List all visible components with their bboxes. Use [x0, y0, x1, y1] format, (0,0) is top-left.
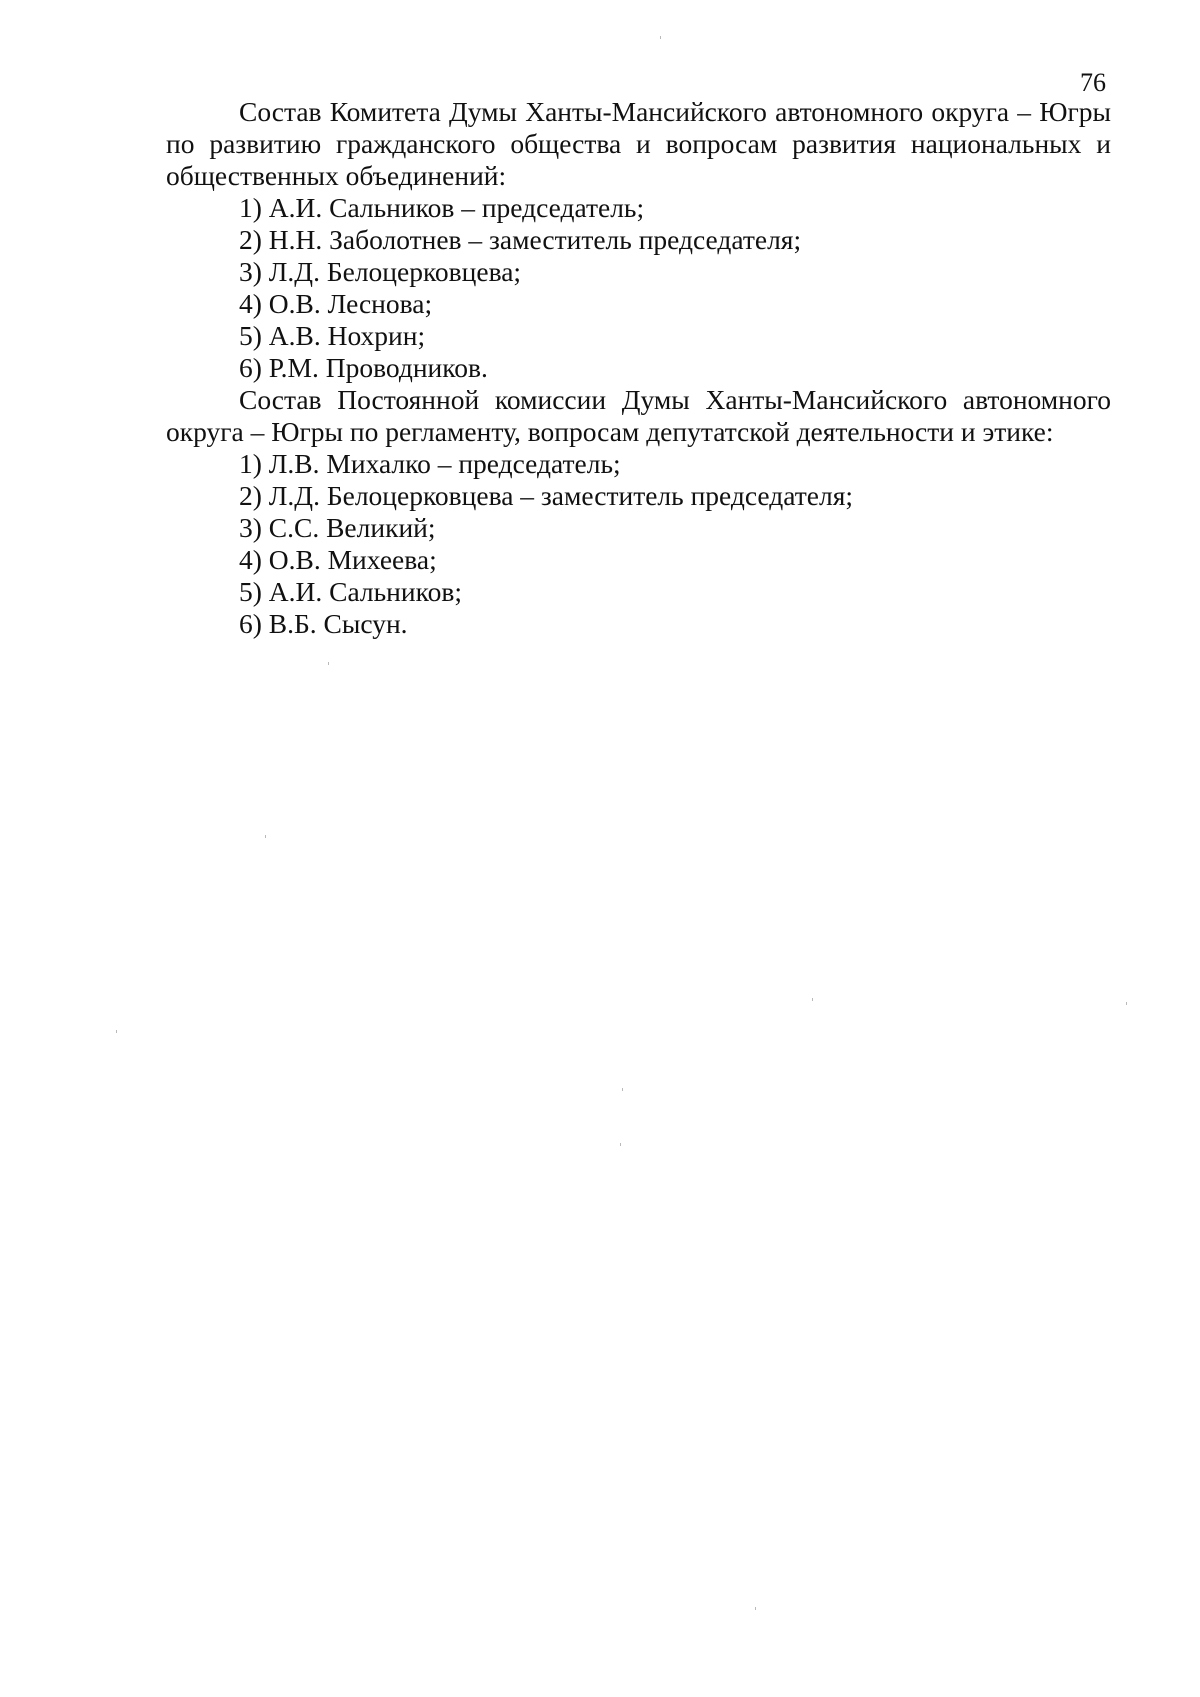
committee-member-list [166, 192, 1111, 384]
commission-member: 5) А.И. Сальников; [239, 576, 462, 607]
scan-speck [755, 1607, 756, 1610]
commission-member: 4) О.В. Михеева; [239, 544, 437, 575]
scan-speck [328, 662, 329, 665]
committee-member: 6) Р.М. Проводников. [239, 352, 488, 383]
committee-member: 4) О.В. Леснова; [239, 288, 433, 319]
document-body [166, 96, 1111, 640]
commission-member: 1) Л.В. Михалко – председатель; [239, 448, 621, 479]
scan-speck [660, 36, 661, 39]
commission-member-list [166, 448, 1111, 640]
committee-member: 1) А.И. Сальников – председатель; [239, 192, 645, 223]
scan-speck [265, 835, 266, 838]
page-number: 76 [1080, 68, 1106, 97]
committee-heading: Состав Комитета Думы Ханты-Мансийского автономного округа – Югры по развитию гражданского общества и вопросам развития национальных и общественных объединений: [166, 96, 1111, 191]
scan-speck [620, 1143, 621, 1146]
committee-member: 2) Н.Н. Заболотнев – заместитель председателя; [239, 224, 802, 255]
scan-speck [812, 998, 813, 1001]
commission-heading: Состав Постоянной комиссии Думы Ханты-Мансийского автономного округа – Югры по регламенту, вопросам депутатской деятельности и этике: [166, 384, 1111, 447]
scan-speck [1126, 1002, 1127, 1005]
commission-member: 6) В.Б. Сысун. [239, 608, 408, 639]
committee-member: 5) А.В. Нохрин; [239, 320, 426, 351]
commission-member: 3) С.С. Великий; [239, 512, 436, 543]
scan-speck [622, 1088, 623, 1091]
scan-speck [116, 1030, 117, 1033]
committee-member: 3) Л.Д. Белоцерковцева; [239, 256, 522, 287]
commission-member: 2) Л.Д. Белоцерковцева – заместитель председателя; [239, 480, 853, 511]
